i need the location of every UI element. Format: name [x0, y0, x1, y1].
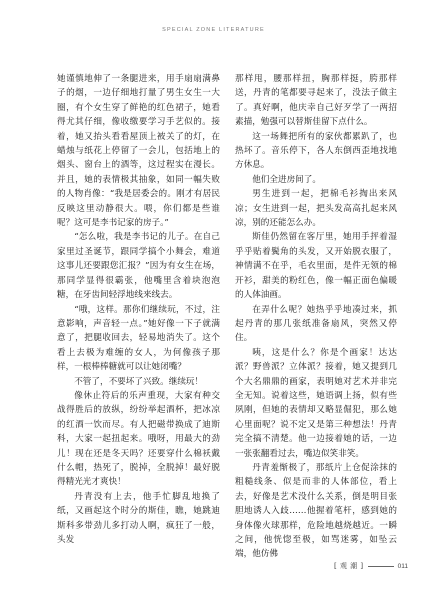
paragraph: “哦，这样。那你们继续玩，不过，注意影响，声音轻一点。”她好像一下子就满意了，把腿收回去，轻易地消失了。这个看上去极为难缠的女人，为何像孩子那样，一根棒棒糖就可以让她闭嘴？ — [57, 304, 220, 373]
page-footer — [334, 561, 408, 571]
paragraph: “怎么啦，我是李书记的儿子。在自己家里过圣诞节，跟同学搞个小舞会，难道这事儿还要跟您汇报？”因为有女生在场，那同学显得很霸张，他嘴里含着块泡泡糖，在牙齿间轻浮地线来线去。 — [57, 232, 220, 301]
paragraph: 丹青羞惭极了，那纸片上仓促涂抹的粗糙线条、似是而非的人体部位，看上去，好像是艺术没什么关系，倒是明目张胆地诱人入歧……他握着笔杆，感到她的身体像火球那样，危险地越烧越近。一瞬之间，他恍惚至极，如骂迷雾，如坠云端，他仿佛 — [235, 462, 397, 560]
paragraph: 不管了，不要坏了兴致。继续玩！ — [74, 376, 204, 387]
paragraph: 斯佳仍然留在客厅里，她用手抨着湿乎乎贴着鬓角的头发，又开始脱衣服了，神情满不在乎，毛衣里面，是件无领的棉开衫，甜美的粉红色，像一幅正面色偏暖的人体油画。 — [235, 232, 397, 301]
page-number: 011 — [397, 562, 409, 570]
paragraph: 他们全进房间了。 — [252, 174, 321, 185]
paragraph: 那样甩，腰那样扭，胸那样挺，胯那样送，丹青的笔都要寻起来了，没法子做主了。真好啊，他庆幸自己好歹学了一两招素描，勉强可以替斯佳留下点什么。 — [235, 74, 397, 128]
paragraph: 像休止符后的乐声重现，大家有种交战得胜后的放纵，纷纷举起酒杯，把冰凉的红酒一饮而尽。有人把磁带换成了迪斯科，大家一起扭起来。哦呀，用最大的劲儿！现在还是冬天吗？还要穿什么棉袄戴什么帽，热死了，脱掉，全脱掉！最好脱得精光光才爽快！ — [57, 390, 220, 488]
running-header: SPECIAL ZONE LITERATURE — [162, 27, 265, 33]
text-column-right — [235, 72, 397, 562]
footer-rule — [368, 566, 394, 567]
paragraph: 丹青没有上去，他手忙脚乱地换了纸，又画起这个时分的斯佳，瞧，她跳迪斯科多带劲儿多打动人啊，疯狂了一般，头发 — [57, 491, 220, 545]
paragraph: 她谨慎地伸了一条腿进来，用手扇扇满鼻子的烟，一边仔细地打量了男生女生一大圈，有个女生穿了鲜艳的红色裙子，她看得尤其仔细，像收缴要学习手艺似的。接着，她又抬头看看屋顶上被关了的灯，在蜡烛与纸花上停留了一会儿，包括地上的烟头、窗台上的酒等，这过程实在漫长。并且，她的表情极其抽象，如同一幅失败的人物肖像：“我是居委会的。刚才有居民反映这里动静很大。喂，你们都是些谁呢？这可是李书记家的房子。” — [57, 74, 220, 229]
paragraph: 男生进到一起，把棉毛衫掏出来风凉；女生进到一起，把头发高高扎起来风凉，别的还能怎么办。 — [235, 189, 397, 229]
text-column-left — [57, 72, 220, 547]
paragraph: 在弄什么呢？她热乎乎地凑过来，抓起丹青的那几张纸准备扇风，突然又停住。 — [235, 304, 397, 344]
paragraph: 咦，这是什么？你是个画家！达达派？野兽派？立体派？接着，她又提到几个大名鼎鼎的画家，表明她对艺术并非完全无知。说着这些，她语调上扬，似有些夙刚，但她的表情却又略显倔犯，那么她心里面呢？说不定又是第三种想法！丹青完全搞不清楚。他一边接着她的话，一边一张张翻看过去，嘴边似笑非笑。 — [235, 347, 397, 459]
magazine-name: [ 观 潮 ] — [334, 562, 364, 570]
paragraph: 这一场舞把所有的家伙都累趴了，也热坏了。音乐停下，各人东倒西歪地找地方休息。 — [235, 131, 397, 171]
